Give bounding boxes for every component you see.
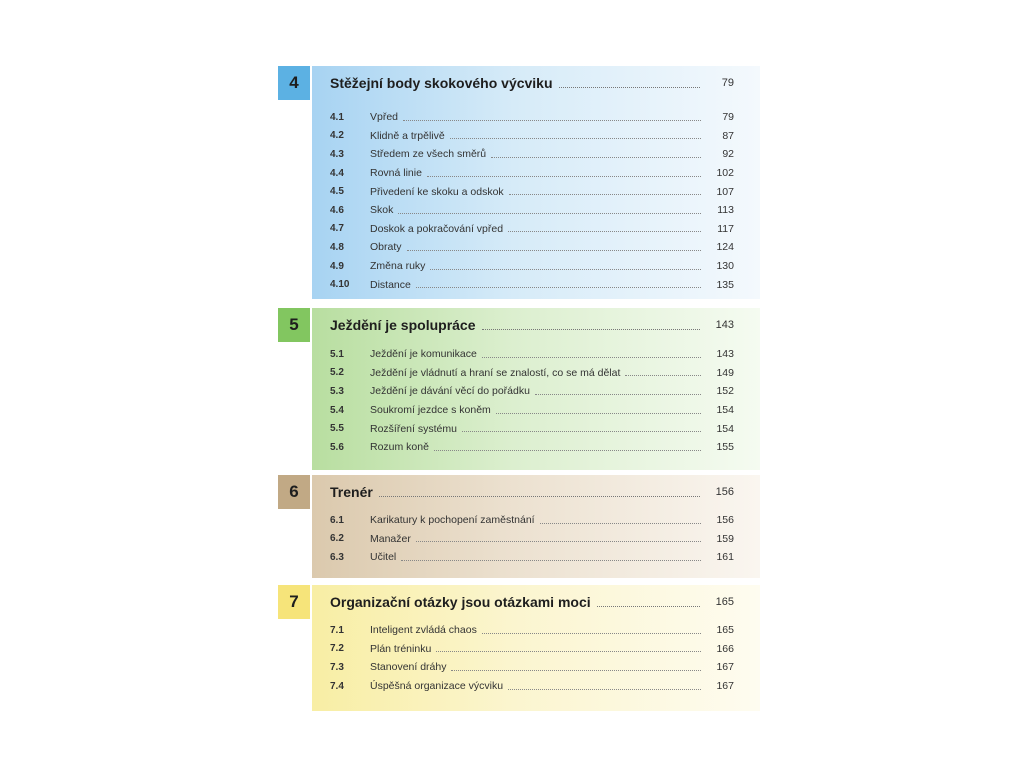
entry-page-number: 152: [716, 385, 734, 398]
dot-leader: [491, 157, 701, 158]
entry-title: Rozšíření systému: [370, 422, 457, 435]
chapter-title: Trenér: [330, 484, 373, 500]
entry-title: Karikatury k pochopení zaměstnání: [370, 514, 535, 527]
chapter-number: 7: [278, 585, 310, 619]
entry-list: [330, 345, 734, 457]
toc-entry[interactable]: [330, 257, 734, 276]
toc-entry[interactable]: [330, 275, 734, 294]
dot-leader: [482, 329, 701, 330]
chapter-title: Ježdění je spolupráce: [330, 317, 476, 333]
entry-page-number: 87: [722, 129, 734, 142]
dot-leader: [509, 194, 701, 195]
entry-title: Plán tréninku: [370, 642, 432, 655]
chapter-page-number: 156: [715, 486, 734, 498]
entry-number: 4.2: [330, 130, 344, 142]
chapter-number: 5: [278, 308, 310, 342]
toc-entry[interactable]: [330, 382, 734, 401]
dot-leader: [462, 431, 701, 432]
dot-leader: [403, 120, 701, 121]
dot-leader: [540, 523, 701, 524]
entry-page-number: 79: [722, 111, 734, 124]
dot-leader: [416, 541, 701, 542]
chapter-heading[interactable]: [330, 308, 734, 342]
dot-leader: [416, 287, 701, 288]
toc-entry[interactable]: [330, 145, 734, 164]
entry-page-number: 154: [716, 404, 734, 417]
entry-number: 5.2: [330, 367, 344, 379]
toc-entry[interactable]: [330, 238, 734, 257]
dot-leader: [625, 375, 701, 376]
entry-title: Středem ze všech směrů: [370, 148, 487, 161]
chapter-7: [278, 585, 760, 711]
dot-leader: [496, 413, 701, 414]
toc-entry[interactable]: [330, 108, 734, 127]
entry-title: Distance: [370, 278, 411, 291]
entry-number: 6.2: [330, 533, 344, 545]
chapter-title: Organizační otázky jsou otázkami moci: [330, 594, 591, 610]
dot-leader: [535, 394, 701, 395]
entry-page-number: 124: [716, 241, 734, 254]
entry-page-number: 113: [717, 204, 734, 217]
entry-page-number: 159: [716, 532, 734, 545]
entry-title: Obraty: [370, 241, 402, 254]
dot-leader: [450, 138, 701, 139]
toc-entry[interactable]: [330, 438, 734, 457]
toc-entry[interactable]: [330, 658, 734, 677]
entry-number: 5.1: [330, 348, 344, 360]
entry-number: 4.5: [330, 186, 344, 198]
chapter-page-number: 165: [715, 596, 734, 608]
dot-leader: [379, 496, 700, 497]
chapter-6: [278, 475, 760, 578]
entry-page-number: 167: [716, 680, 734, 693]
entry-title: Skok: [370, 204, 394, 217]
entry-number: 4.7: [330, 223, 344, 235]
toc-entry[interactable]: [330, 127, 734, 146]
entry-page-number: 130: [716, 260, 734, 273]
toc-entry[interactable]: [330, 419, 734, 438]
toc-entry[interactable]: [330, 182, 734, 201]
chapter-4: [278, 66, 760, 299]
entry-number: 7.2: [330, 643, 344, 655]
entry-number: 4.4: [330, 167, 344, 179]
toc-entry[interactable]: [330, 511, 734, 530]
entry-title: Ježdění je vládnutí a hraní se znalostí, co se má dělat: [370, 366, 621, 379]
chapter-page-number: 79: [721, 77, 734, 89]
entry-number: 5.3: [330, 385, 344, 397]
toc-entry[interactable]: [330, 164, 734, 183]
chapter-page-number: 143: [715, 319, 734, 331]
toc-entry[interactable]: [330, 364, 734, 383]
entry-number: 4.10: [330, 279, 350, 291]
entry-number: 4.9: [330, 260, 344, 272]
entry-title: Stanovení dráhy: [370, 661, 447, 674]
entry-title: Ježdění je komunikace: [370, 348, 477, 361]
entry-page-number: 107: [716, 185, 734, 198]
dot-leader: [508, 231, 701, 232]
entry-number: 4.6: [330, 204, 344, 216]
entry-number: 6.3: [330, 551, 344, 563]
entry-number: 4.8: [330, 241, 344, 253]
chapter-heading[interactable]: [330, 475, 734, 509]
entry-title: Změna ruky: [370, 260, 426, 273]
entry-title: Úspěšná organizace výcviku: [370, 680, 504, 693]
chapter-title: Stěžejní body skokového výcviku: [330, 75, 553, 91]
entry-page-number: 92: [722, 148, 734, 161]
toc-entry[interactable]: [330, 345, 734, 364]
dot-leader: [430, 269, 701, 270]
dot-leader: [398, 213, 701, 214]
dot-leader: [434, 450, 701, 451]
toc-entry[interactable]: [330, 201, 734, 220]
entry-number: 7.3: [330, 661, 344, 673]
toc-entry[interactable]: [330, 401, 734, 420]
dot-leader: [559, 87, 700, 88]
entry-number: 7.1: [330, 624, 344, 636]
entry-title: Vpřed: [370, 111, 399, 124]
entry-number: 4.3: [330, 148, 344, 160]
entry-title: Přivedení ke skoku a odskok: [370, 185, 504, 198]
chapter-number: 6: [278, 475, 310, 509]
toc-entry[interactable]: [330, 548, 734, 567]
entry-title: Rozum koně: [370, 441, 429, 454]
toc-entry[interactable]: [330, 640, 734, 659]
entry-title: Soukromí jezdce s koněm: [370, 404, 491, 417]
entry-title: Doskok a pokračování vpřed: [370, 222, 504, 235]
entry-page-number: 154: [716, 422, 734, 435]
dot-leader: [407, 250, 701, 251]
entry-page-number: 166: [716, 642, 734, 655]
entry-page-number: 167: [716, 661, 734, 674]
chapter-heading[interactable]: [330, 66, 734, 100]
chapter-number: 4: [278, 66, 310, 100]
toc-entry[interactable]: [330, 677, 734, 696]
entry-page-number: 165: [716, 624, 734, 637]
entry-page-number: 156: [716, 514, 734, 527]
toc-entry[interactable]: [330, 621, 734, 640]
dot-leader: [451, 670, 701, 671]
dot-leader: [427, 176, 701, 177]
entry-number: 4.1: [330, 111, 344, 123]
entry-page-number: 161: [716, 551, 734, 564]
entry-title: Manažer: [370, 532, 411, 545]
dot-leader: [436, 651, 701, 652]
entry-page-number: 135: [716, 278, 734, 291]
dot-leader: [401, 560, 701, 561]
dot-leader: [508, 689, 701, 690]
entry-title: Ježdění je dávání věcí do pořádku: [370, 385, 530, 398]
entry-list: [330, 511, 734, 567]
dot-leader: [482, 357, 701, 358]
entry-title: Rovná linie: [370, 167, 422, 180]
entry-page-number: 117: [717, 222, 734, 235]
entry-title: Klidně a trpělivě: [370, 129, 445, 142]
entry-page-number: 143: [716, 348, 734, 361]
entry-list: [330, 108, 734, 294]
toc-entry[interactable]: [330, 220, 734, 239]
chapter-5: [278, 308, 760, 470]
entry-page-number: 155: [716, 441, 734, 454]
entry-page-number: 102: [716, 167, 734, 180]
entry-number: 5.5: [330, 423, 344, 435]
entry-list: [330, 621, 734, 695]
chapter-heading[interactable]: [330, 585, 734, 619]
entry-number: 5.4: [330, 404, 344, 416]
entry-number: 6.1: [330, 514, 344, 526]
entry-number: 5.6: [330, 441, 344, 453]
entry-number: 7.4: [330, 680, 344, 692]
dot-leader: [597, 606, 700, 607]
entry-title: Učitel: [370, 551, 397, 564]
entry-title: Inteligent zvládá chaos: [370, 624, 477, 637]
toc-entry[interactable]: [330, 530, 734, 549]
entry-page-number: 149: [716, 366, 734, 379]
dot-leader: [482, 633, 701, 634]
